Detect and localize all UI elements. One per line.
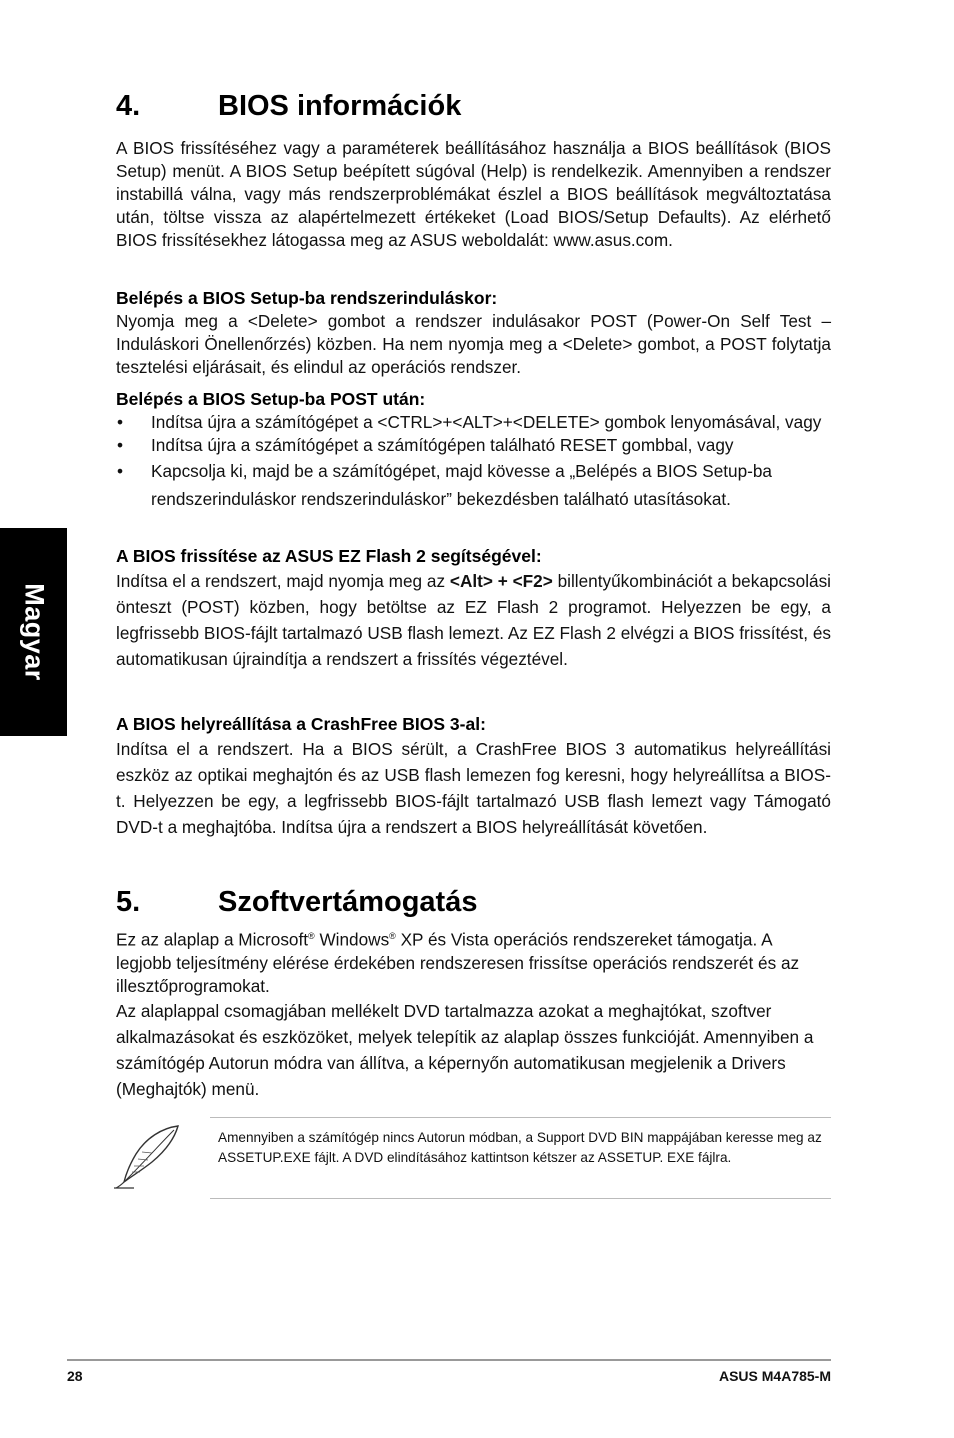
list-item — [116, 457, 831, 513]
crashfree-block — [116, 713, 831, 840]
startup-block — [116, 287, 831, 379]
list-item-text: Indítsa újra a számítógépet a számítógépen található RESET gombbal, vagy — [151, 435, 734, 455]
footer-divider — [67, 1359, 831, 1361]
section-5-title: Szoftvertámogatás — [218, 886, 478, 918]
ezflash-keys: <Alt> + <F2> — [449, 571, 553, 591]
section-5-para-1-block — [116, 925, 831, 998]
startup-heading: Belépés a BIOS Setup-ba rendszerinduláskor: — [116, 288, 498, 308]
ezflash-heading: A BIOS frissítése az ASUS EZ Flash 2 segítségével: — [116, 546, 542, 566]
bullet-icon: • — [117, 435, 124, 455]
post-bullet-list — [116, 411, 831, 513]
section-4-heading — [116, 90, 461, 123]
section-4-title: BIOS információk — [218, 90, 462, 122]
section-5-number: 5. — [116, 886, 141, 918]
page-number: 28 — [67, 1368, 83, 1384]
side-tab-label: Magyar — [19, 583, 49, 681]
post-heading: Belépés a BIOS Setup-ba POST után: — [116, 389, 426, 409]
section-5-para-2-block — [116, 998, 831, 1102]
bullet-icon: • — [117, 461, 124, 481]
list-item — [116, 434, 831, 457]
section-5-para-2: Az alaplappal csomagjában mellékelt DVD tartalmazza azokat a meghajtókat, szoftver alkalmazásokat és eszközöket, melyek telepítik az alaplap összes funkcióját. Amennyiben a számítógép Autorun módra van állítva, a képernyőn automatikusan megjelenik a Drivers (Meghajtók) menü. — [116, 1001, 814, 1099]
ezflash-text: Indítsa el a rendszert, majd nyomja meg az <Alt> + <F2> billentyűkombinációt a bekapcsolási önteszt (POST) közben, hogy betöltse az EZ Flash 2 programot. Helyezzen be egy, a legfrissebb BIOS-fájlt tartalmazó USB flash lemezt. Az EZ Flash 2 elvégzi a BIOS frissítést, és automatikusan újraindítja a rendszert a frissítés végeztével. — [116, 571, 831, 669]
product-model: ASUS M4A785-M — [718, 1368, 831, 1384]
section-4-intro: A BIOS frissítéséhez vagy a paraméterek beállításához használja a BIOS beállítások (BIOS Setup) menüt. A BIOS Setup beépített súgóval (Help) is rendelkezik. Amennyiben a rendszer instabillá válna, vagy más rendszerproblémákat észlel a BIOS beállítások megváltoztatása után, töltse vissza az alapértelmezett értékeket (Load BIOS/Setup Defaults). Az elérhető BIOS frissítésekhez látogassa meg az ASUS weboldalát: www.asus.com. — [116, 138, 831, 250]
section-4-number: 4. — [116, 90, 141, 122]
section-4-intro-block — [116, 137, 831, 252]
list-item-text: Kapcsolja ki, majd be a számítógépet, majd kövesse a „Belépés a BIOS Setup-ba rendszerinduláskor rendszerinduláskor” bekezdésben található utasításokat. — [151, 461, 772, 509]
crashfree-text: Indítsa el a rendszert. Ha a BIOS sérült, a CrashFree BIOS 3 automatikus helyreállítási eszköz az optikai meghajtón és az USB flash lemezen fog keresni, hogy helyreállítsa a BIOS-t. Helyezzen be egy, a legfrissebb BIOS-fájlt tartalmazó USB flash lemezt vagy Támogató DVD-t a meghajtóba. Indítsa újra a rendszert a BIOS helyreállítását követően. — [116, 739, 831, 837]
ezflash-block — [116, 545, 831, 672]
section-5-para-1: Ez az alaplap a Microsoft® Windows® XP és Vista operációs rendszereket támogatja. A legjobb teljesítmény elérése érdekében rendszeresen frissítse operációs rendszerét és az illesztőprogramokat. — [116, 929, 800, 996]
post-block — [116, 388, 831, 513]
list-item-text: Indítsa újra a számítógépet a <CTRL>+<ALT>+<DELETE> gombok lenyomásával, vagy — [151, 412, 822, 432]
list-item — [116, 411, 831, 434]
bullet-icon: • — [117, 412, 124, 432]
feather-pen-icon — [112, 1122, 182, 1192]
note-text: Amennyiben a számítógép nincs Autorun módban, a Support DVD BIN mappájában keresse meg az ASSETUP.EXE fájlt. A DVD elindításához kattintson kétszer az ASSETUP. EXE fájlra. — [218, 1130, 822, 1165]
note-box — [210, 1117, 831, 1199]
crashfree-heading: A BIOS helyreállítása a CrashFree BIOS 3-al: — [116, 714, 486, 734]
language-side-tab — [0, 528, 67, 736]
startup-text: Nyomja meg a <Delete> gombot a rendszer indulásakor POST (Power-On Self Test – Induláskori Önellenőrzés) közben. Ha nem nyomja meg a <Delete> gombot, a POST folytatja tesztelési eljárásait, és elindul az operációs rendszer. — [116, 311, 831, 377]
section-5-heading — [116, 886, 477, 919]
